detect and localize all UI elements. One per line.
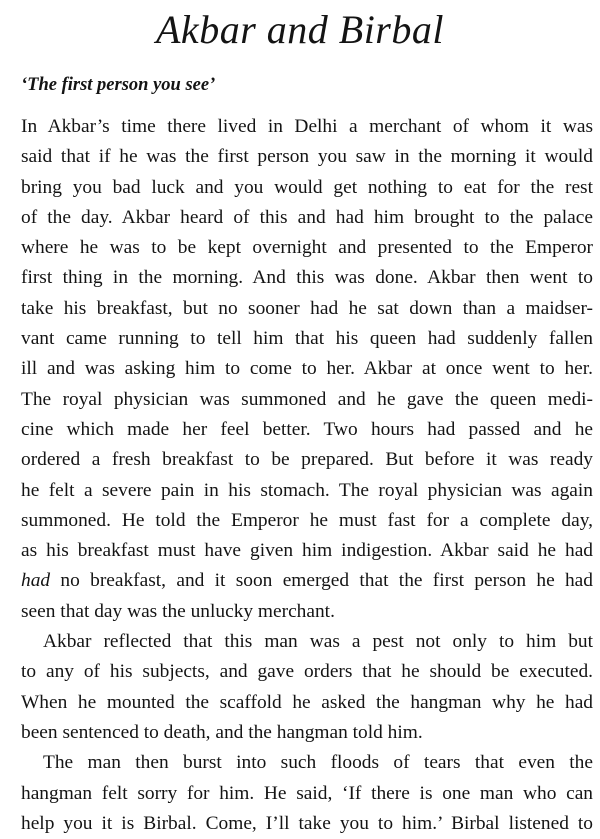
text-line: take his breakfast, but no sooner had he sat down than a maidser- bbox=[21, 297, 593, 319]
text-line: bring you bad luck and you would get nothing to eat for the rest bbox=[21, 176, 593, 198]
text-line: of the day. Akbar heard of this and had him brought to the palace bbox=[21, 206, 593, 228]
text-line: seen that day was the unlucky merchant. bbox=[21, 600, 335, 622]
text-line: to any of his subjects, and gave orders that he should be executed. bbox=[21, 661, 593, 683]
text-line-rest: no breakfast, and it soon emerged that the first person he had bbox=[50, 570, 593, 592]
story-title: ‘The first person you see’ bbox=[21, 75, 216, 95]
text-line: summoned. He told the Emperor he must fast for a complete day, bbox=[21, 509, 593, 531]
page-title: Akbar and Birbal bbox=[156, 7, 444, 52]
text-line: Akbar reflected that this man was a pest not only to him but bbox=[43, 631, 593, 653]
paragraph bbox=[21, 112, 593, 627]
text-line: help you it is Birbal. Come, I’ll take you to him.’ Birbal listened to bbox=[21, 812, 593, 834]
text-line: been sentenced to death, and the hangman told him. bbox=[21, 721, 423, 743]
text-line: The man then burst into such floods of tears that even the bbox=[43, 752, 593, 774]
text-line: he felt a severe pain in his stomach. The royal physician was again bbox=[21, 479, 593, 501]
text-line: hangman felt sorry for him. He said, ‘If there is one man who can bbox=[21, 782, 593, 804]
text-line: The royal physician was summoned and he gave the queen medi- bbox=[21, 388, 593, 410]
text-line: ordered a fresh breakfast to be prepared. But before it was ready bbox=[21, 449, 593, 471]
text-line: cine which made her feel better. Two hours had passed and he bbox=[21, 418, 593, 440]
text-line bbox=[21, 566, 593, 596]
text-line: ill and was asking him to come to her. Akbar at once went to her. bbox=[21, 358, 593, 380]
body-text bbox=[21, 112, 593, 839]
text-line: When he mounted the scaffold he asked the hangman why he had bbox=[21, 691, 593, 713]
text-line: where he was to be kept overnight and presented to the Emperor bbox=[21, 237, 593, 259]
text-line: as his breakfast must have given him indigestion. Akbar said he had bbox=[21, 540, 593, 562]
text-line: In Akbar’s time there lived in Delhi a merchant of whom it was bbox=[21, 116, 593, 137]
paragraph bbox=[21, 748, 593, 839]
text-line: vant came running to tell him that his queen had suddenly fallen bbox=[21, 328, 593, 350]
emphasis-text: had bbox=[21, 570, 51, 592]
text-line: first thing in the morning. And this was done. Akbar then went to bbox=[21, 267, 593, 289]
text-line: said that if he was the first person you saw in the morning it would bbox=[21, 146, 593, 168]
paragraph bbox=[21, 627, 593, 748]
